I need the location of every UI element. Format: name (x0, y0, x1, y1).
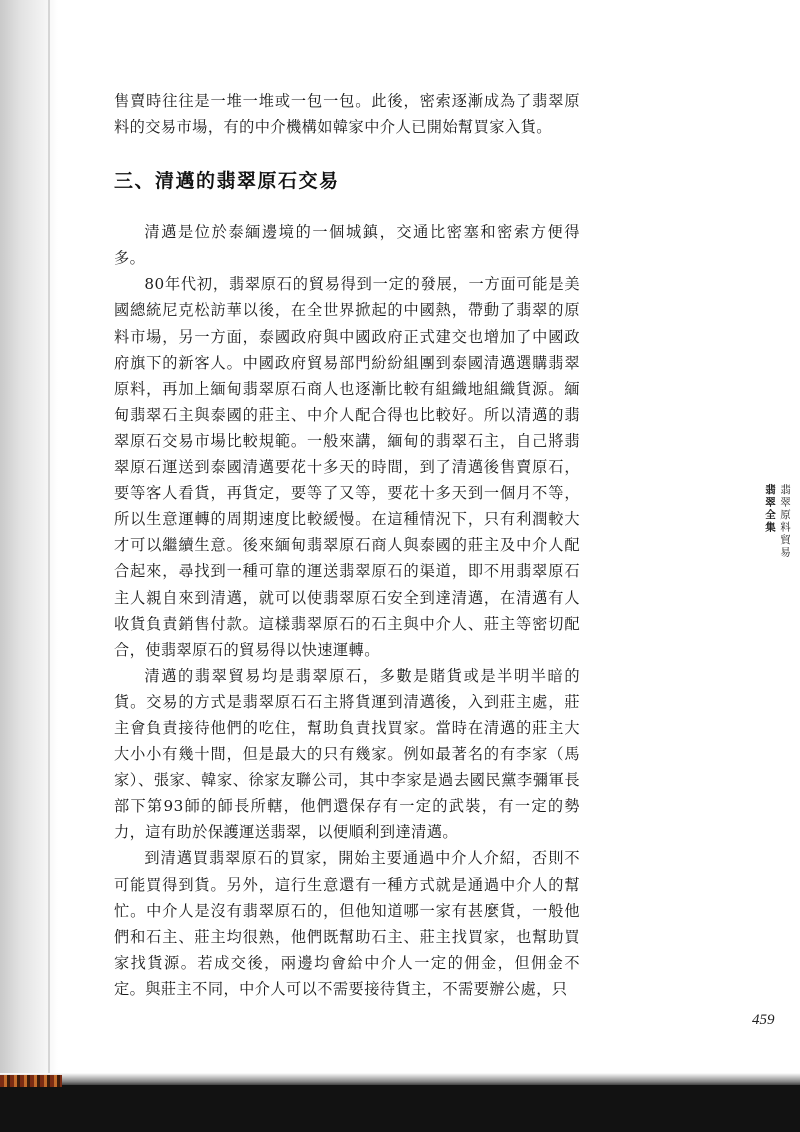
paragraph: 清邁是位於泰緬邊境的一個城鎮，交通比密塞和密索方便得多。 (114, 223, 580, 268)
page-number: 459 (752, 1012, 775, 1028)
side-running-header (764, 484, 791, 559)
paragraph-continued: 售賣時往往是一堆一堆或一包一包。此後，密索逐漸成為了翡翠原料的交易市場，有的中介機構如韓家中介人已開始幫買家入貨。 (114, 92, 580, 137)
section-heading: 三、清邁的翡翠原石交易 (114, 170, 340, 193)
bookmark-ribbon (0, 1075, 62, 1087)
paragraph: 清邁的翡翠貿易均是翡翠原石，多數是賭貨或是半明半暗的貨。交易的方式是翡翠原石石主將貨運到清邁後，入到莊主處，莊主會負責接待他們的吃住，幫助負責找買家。當時在清邁的莊主大大小小有幾十間，但是最大的只有幾家。例如最著名的有李家（馬家）、張家、韓家、徐家友聯公司，其中李家是過去國民黨李彌軍長部下第93師的師長所轄，他們還保存有一定的武裝，有一定的勢力，這有助於保護運送翡翠，以便順利到達清邁。 (114, 666, 580, 842)
paragraph: 到清邁買翡翠原石的買家，開始主要通過中介人介紹，否則不可能買得到貨。另外，這行生意還有一種方式就是通過中介人的幫忙。中介人是沒有翡翠原石的，但他知道哪一家有甚麼貨，一般他們和石主、莊主均很熟，他們既幫助石主、莊主找買家，也幫助買家找貨源。若成交後，兩邊均會給中介人一定的佣金，但佣金不定。與莊主不同，中介人可以不需要接待貨主，不需要辦公處，只 (114, 849, 580, 998)
book-gutter-edge (48, 0, 50, 1085)
paragraph: 80年代初，翡翠原石的貿易得到一定的發展，一方面可能是美國總統尼克松訪華以後，在全世界掀起的中國熱，帶動了翡翠的原料市場，另一方面，泰國政府與中國政府正式建交也增加了中國政府旗下的新客人。中國政府貿易部門紛紛組團到泰國清邁選購翡翠原料，再加上緬甸翡翠原石商人也逐漸比較有組織地組織貨源。緬甸翡翠石主與泰國的莊主、中介人配合得也比較好。所以清邁的翡翠原石交易市場比較規範。一般來講，緬甸的翡翠石主，自己將翡翠原石運送到泰國清邁要花十多天的時間，到了清邁後售賣原石，要等客人看貨，再貨定，要等了又等，要花十多天到一個月不等，所以生意運轉的周期速度比較緩慢。在這種情況下，只有利潤較大才可以繼續生意。後來緬甸翡翠原石商人與泰國的莊主及中介人配合起來，尋找到一種可靠的運送翡翠原石的渠道，即不用翡翠原石主人親自來到清邁，就可以使翡翠原石安全到達清邁，在清邁有人收貨負責銷售付款。這樣翡翠原石的石主與中介人、莊主等密切配合，使翡翠原石的貿易得以快速運轉。 (114, 275, 580, 659)
page-body (114, 88, 580, 1002)
book-title: 翡翠全集 (764, 484, 776, 534)
chapter-title: 翡翠原料貿易 (779, 484, 791, 559)
scan-bottom-edge (0, 1085, 800, 1132)
